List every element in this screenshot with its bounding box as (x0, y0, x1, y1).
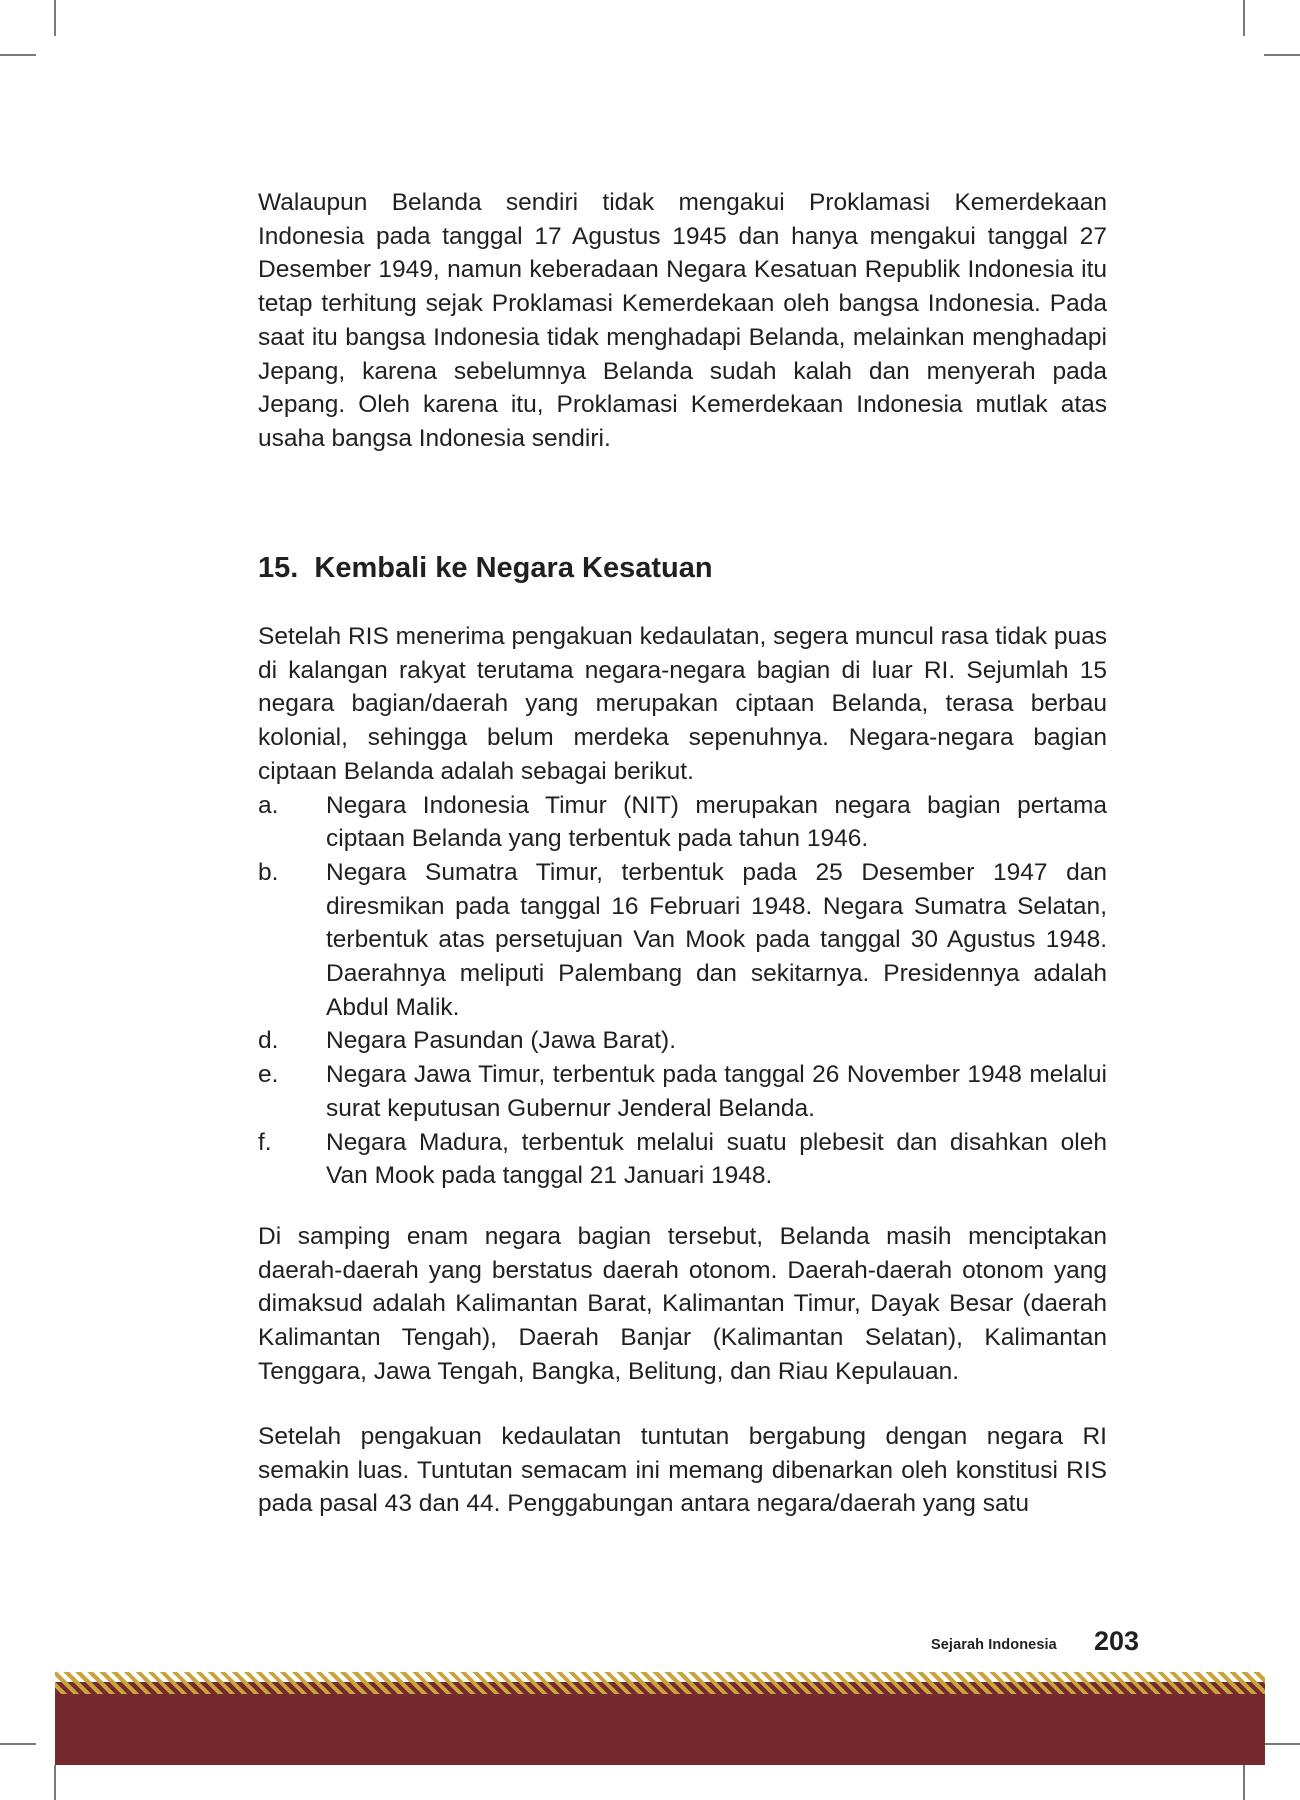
autonomous-regions-block (258, 1220, 1107, 1389)
footer-book-title: Sejarah Indonesia (931, 1637, 1057, 1653)
section-heading: 15. Kembali ke Negara Kesatuan (258, 552, 713, 584)
crop-mark-top-right-horizontal (1264, 54, 1300, 56)
crop-mark-bottom-right-horizontal (1265, 1743, 1300, 1745)
intro-block (258, 186, 1107, 456)
list-item (258, 1058, 1107, 1125)
states-list (258, 789, 1107, 1193)
merger-block (258, 1420, 1107, 1521)
list-item (258, 789, 1107, 856)
list-item (258, 1126, 1107, 1193)
list-marker: b. (258, 858, 279, 886)
list-item-text: Negara Jawa Timur, terbentuk pada tanggal 26 November 1948 melalui surat keputusan Gubernur Jenderal Belanda. (326, 1061, 1107, 1122)
list-marker: f. (258, 1128, 272, 1156)
crop-mark-bottom-left-vertical (54, 1765, 56, 1800)
footer-decorative-stripes (55, 1672, 1265, 1694)
list-item (258, 856, 1107, 1025)
crop-mark-bottom-left-horizontal (0, 1743, 36, 1745)
crop-mark-top-right-vertical (1243, 0, 1245, 36)
crop-mark-bottom-right-vertical (1243, 1765, 1245, 1800)
list-marker: d. (258, 1027, 279, 1055)
list-item-text: Negara Sumatra Timur, terbentuk pada 25 Desember 1947 dan diresmikan pada tanggal 16 Februari 1948. Negara Sumatra Selatan, terbentuk atas persetujuan Van Mook pada tanggal 30 Agustus 1948. Daerahnya meliputi Palembang dan sekitarnya. Presidennya adalah Abdul Malik. (326, 858, 1107, 1021)
paragraph-autonomous-regions: Di samping enam negara bagian tersebut, Belanda masih menciptakan daerah-daerah yang berstatus daerah otonom. Daerah-daerah otonom yang dimaksud adalah Kalimantan Barat, Kalimantan Timur, Dayak Besar (daerah Kalimantan Tengah), Daerah Banjar (Kalimantan Selatan), Kalimantan Tenggara, Jawa Tengah, Bangka, Belitung, dan Riau Kepulauan. (258, 1223, 1107, 1385)
list-item-text: Negara Madura, terbentuk melalui suatu plebesit dan disahkan oleh Van Mook pada tanggal 21 Januari 1948. (326, 1128, 1107, 1190)
paragraph-merger-demands: Setelah pengakuan kedaulatan tuntutan bergabung dengan negara RI semakin luas. Tuntutan semacam ini memang dibenarkan oleh konstitusi RIS pada pasal 43 dan 44. Penggabungan antara negara/daerah yang satu (258, 1423, 1107, 1518)
list-marker: e. (258, 1061, 279, 1089)
paragraph-states-intro: Setelah RIS menerima pengakuan kedaulatan, segera muncul rasa tidak puas di kalangan rakyat terutama negara-negara bagian di luar RI. Sejumlah 15 negara bagian/daerah yang merupakan ciptaan Belanda, terasa berbau kolonial, sehingga belum merdeka sepenuhnya. Negara-negara bagian ciptaan Belanda adalah sebagai berikut. (258, 623, 1107, 785)
list-item (258, 1024, 1107, 1058)
footer-band (55, 1682, 1265, 1765)
page-number: 203 (1094, 1626, 1140, 1656)
crop-mark-top-left-vertical (54, 0, 56, 36)
list-item-text: Negara Pasundan (Jawa Barat). (326, 1027, 676, 1055)
list-marker: a. (258, 791, 279, 819)
section-body (258, 620, 1107, 1193)
paragraph-intro: Walaupun Belanda sendiri tidak mengakui Proklamasi Kemerdekaan Indonesia pada tanggal 17 Agustus 1945 dan hanya mengakui tanggal 27 Desember 1949, namun keberadaan Negara Kesatuan Republik Indonesia itu tetap terhitung sejak Proklamasi Kemerdekaan oleh bangsa Indonesia. Pada saat itu bangsa Indonesia tidak menghadapi Belanda, melainkan menghadapi Jepang, karena sebelumnya Belanda sudah kalah dan menyerah pada Jepang. Oleh karena itu, Proklamasi Kemerdekaan Indonesia mutlak atas usaha bangsa Indonesia sendiri. (258, 189, 1107, 452)
crop-mark-top-left-horizontal (0, 54, 36, 56)
list-item-text: Negara Indonesia Timur (NIT) merupakan negara bagian pertama ciptaan Belanda yang terbentuk pada tahun 1946. (326, 791, 1107, 853)
